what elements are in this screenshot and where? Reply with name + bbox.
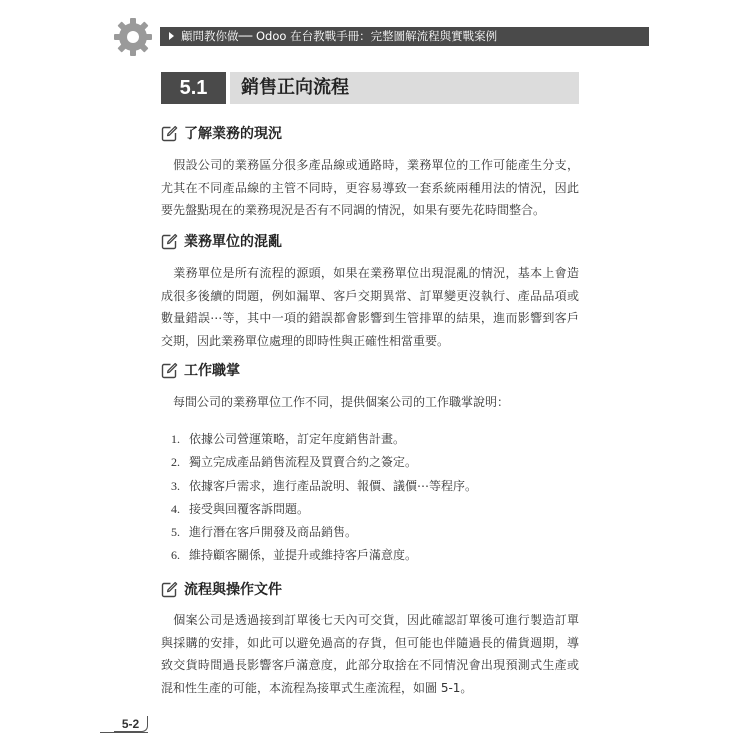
pencil-note-icon xyxy=(161,581,178,598)
list-item xyxy=(171,475,477,498)
subheading-text: 業務單位的混亂 xyxy=(184,234,282,250)
gear-icon xyxy=(112,16,154,58)
list-number: 2. xyxy=(171,455,180,470)
paragraph-process-docs xyxy=(161,609,579,699)
list-text: 接受與回覆客訴問題。 xyxy=(189,501,310,516)
pencil-note-icon xyxy=(161,362,178,379)
subheading-current-status xyxy=(161,123,282,143)
list-number: 3. xyxy=(171,478,180,493)
triangle-right-icon xyxy=(169,32,174,40)
subheading-duties xyxy=(161,360,240,380)
list-text: 依據客戶需求，進行產品說明、報價、議價⋯等程序。 xyxy=(189,478,478,493)
list-text: 維持顧客關係，並提升或維持客戶滿意度。 xyxy=(189,548,418,563)
paragraph-text: 業務單位是所有流程的源頭，如果在業務單位出現混亂的情況，基本上會造成很多後續的問題，例如漏單、客戶交期異常、訂單變更沒執行、產品品項或數量錯誤⋯等，其中一項的錯誤都會影響到生管排單的結果，進而影響到客戶交期，因此業務單位處理的即時性與正確性相當重要。 xyxy=(161,266,579,348)
paragraph-sales-chaos xyxy=(161,262,579,352)
section-title-band xyxy=(161,72,579,104)
paragraph-duties-intro xyxy=(161,391,579,414)
paragraph-text: 每間公司的業務單位工作不同，提供個案公司的工作職掌說明： xyxy=(173,395,510,409)
subheading-text: 工作職掌 xyxy=(184,363,240,379)
footer-rule xyxy=(100,732,148,733)
pencil-note-icon xyxy=(161,233,178,250)
paragraph-text: 假設公司的業務區分很多產品線或通路時，業務單位的工作可能產生分支，尤其在不同產品線的主管不同時，更容易導致一套系統兩種用法的情況，因此要先盤點現在的業務現況是否有不同調的情況，如果有要先花時間整合。 xyxy=(161,158,579,217)
subheading-process-docs xyxy=(161,579,282,599)
section-title: 銷售正向流程 xyxy=(241,77,349,98)
list-number: 4. xyxy=(171,501,180,516)
subheading-sales-chaos xyxy=(161,231,282,251)
paragraph-text: 個案公司是透過接到訂單後七天內可交貨，因此確認訂單後可進行製造訂單與採購的安排，如此可以避免過高的存貨，但可能也伴隨過長的備貨週期，導致交貨時間過長影響客戶滿意度，此部分取捨在不同情況會出現預測式生產或混和性生產的可能，本流程為接單式生產流程，如圖 5-1。 xyxy=(161,613,579,695)
duties-list xyxy=(171,428,477,568)
list-item xyxy=(171,521,477,544)
paragraph-current-status xyxy=(161,154,579,222)
breadcrumb: 顧問教你做── Odoo 在台教戰手冊：完整圖解流程與實戰案例 xyxy=(181,29,498,43)
list-item xyxy=(171,428,477,451)
list-number: 1. xyxy=(171,432,180,446)
section-number: 5.1 xyxy=(161,72,226,104)
list-number: 6. xyxy=(171,548,180,563)
subheading-text: 了解業務的現況 xyxy=(184,126,282,142)
page-number: 5-2 xyxy=(114,716,148,732)
pencil-note-icon xyxy=(161,125,178,142)
list-number: 5. xyxy=(171,525,180,540)
list-text: 獨立完成產品銷售流程及買賣合約之簽定。 xyxy=(189,455,418,470)
list-item xyxy=(171,498,477,521)
list-text: 依據公司營運策略，訂定年度銷售計畫。 xyxy=(189,432,406,446)
subheading-text: 流程與操作文件 xyxy=(184,582,282,598)
section-divider xyxy=(226,72,230,104)
list-item xyxy=(171,544,477,567)
list-text: 進行潛在客戶開發及商品銷售。 xyxy=(189,525,358,540)
list-item xyxy=(171,451,477,474)
header-bar xyxy=(160,27,649,46)
